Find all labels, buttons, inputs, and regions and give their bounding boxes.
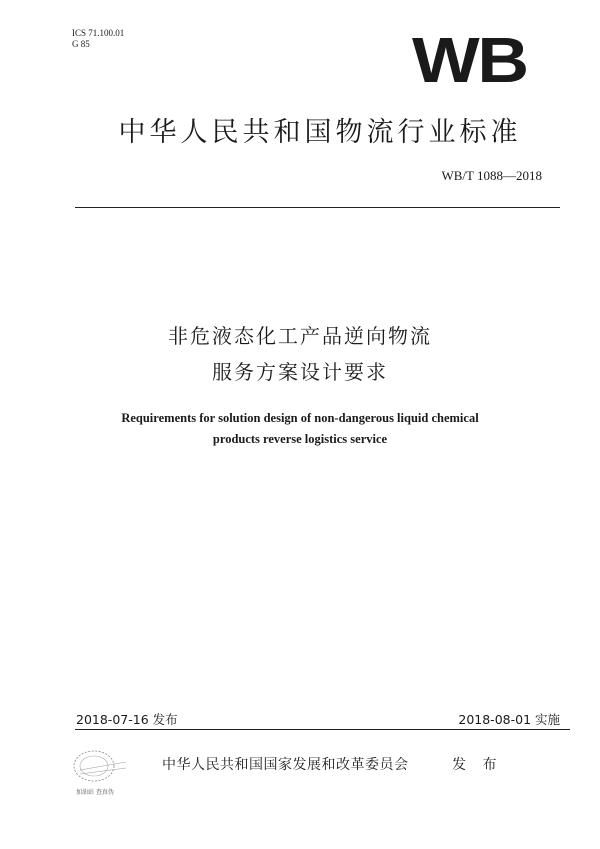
issuing-authority: 中华人民共和国国家发展和改革委员会 (162, 757, 409, 773)
wb-logo: WB (412, 24, 527, 96)
chinese-title (60, 318, 540, 390)
standard-number: WB/T 1088—2018 (441, 168, 542, 183)
classification-codes (72, 28, 124, 50)
english-title-line-1: Requirements for solution design of non-dangerous liquid chemical (121, 411, 479, 425)
standard-category-title: 中华人民共和国物流行业标准 (118, 117, 522, 148)
ccs-code: G 85 (72, 39, 90, 49)
english-title (60, 408, 540, 450)
chinese-title-line-1: 非危液态化工产品逆向物流 (168, 324, 432, 348)
header-divider (75, 207, 560, 208)
stamp-label: 加油站 查真伪 (76, 789, 114, 796)
issue-label: 发 布 (452, 757, 503, 773)
ics-code: ICS 71.100.01 (72, 28, 125, 38)
effective-date: 2018-08-01 实施 (458, 712, 560, 727)
footer-divider (75, 729, 570, 730)
chinese-title-line-2: 服务方案设计要求 (212, 360, 388, 384)
english-title-line-2: products reverse logistics service (212, 432, 388, 446)
publish-date: 2018-07-16 发布 (76, 712, 178, 727)
